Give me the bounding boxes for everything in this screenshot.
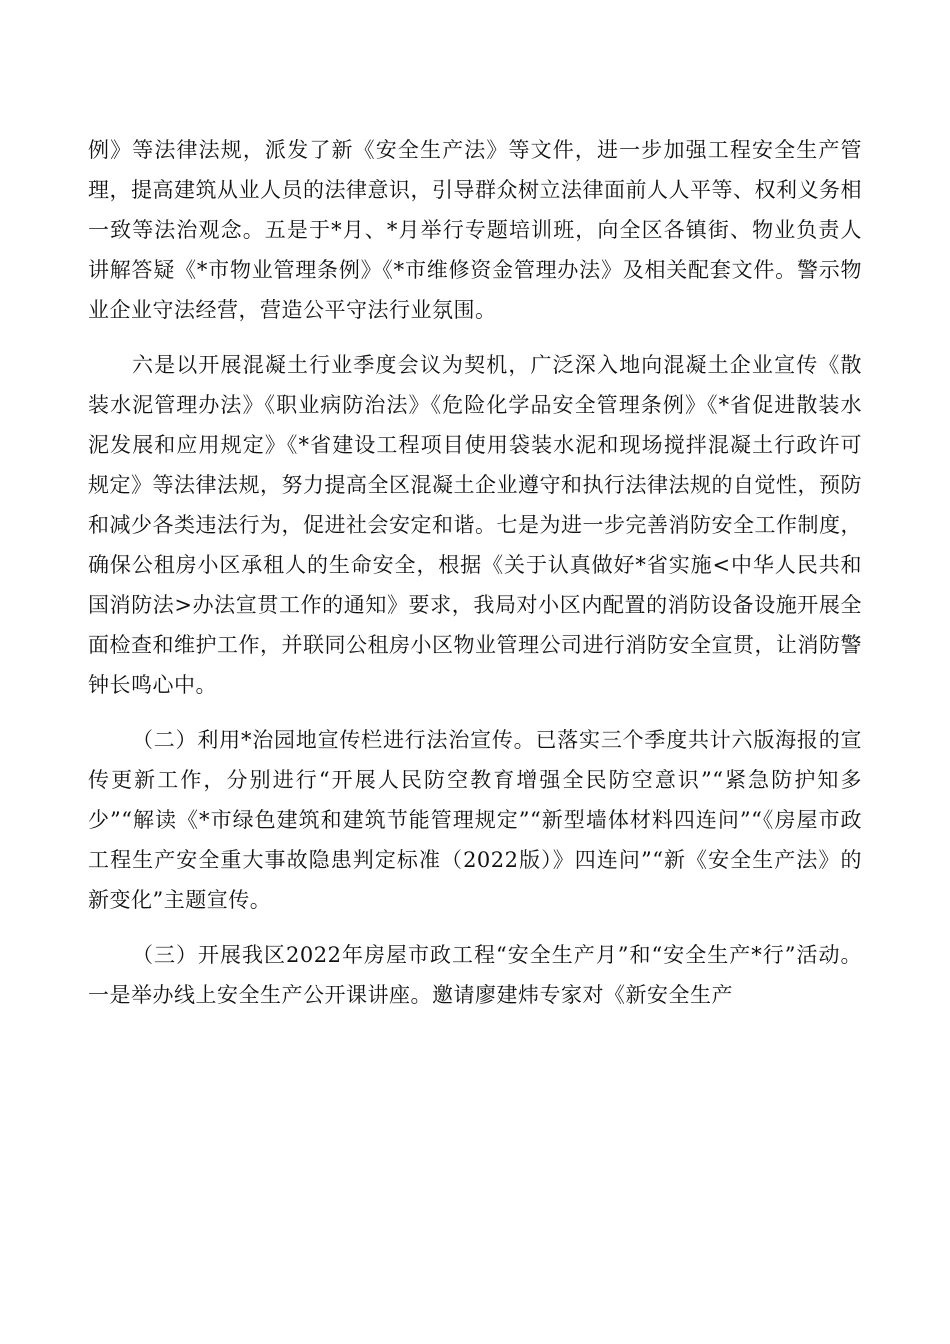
paragraph-item-six-seven: 六是以开展混凝土行业季度会议为契机，广泛深入地向混凝土企业宣传《散装水泥管理办法》《职业病防治法》《危险化学品安全管理条例》《*省促进散装水泥发展和应用规定》《*省建设工程项目使用袋装水泥和现场搅拌混凝土行政许可规定》等法律法规，努力提高全区混凝土企业遵守和执行法律法规的自觉性，预防和减少各类违法行为，促进社会安定和谐。七是为进一步完善消防安全工作制度，确保公租房小区承租人的生命安全，根据《关于认真做好*省实施<中华人民共和国消防法>办法宣贯工作的通知》要求，我局对小区内配置的消防设备设施开展全面检查和维护工作，并联同公租房小区物业管理公司进行消防安全宣贯，让消防警钟长鸣心中。 xyxy=(88,353,862,697)
paragraph-section-three: （三）开展我区2022年房屋市政工程“安全生产月”和“安全生产*行”活动。一是举办线上安全生产公开课讲座。邀请廖建炜专家对《新安全生产 xyxy=(88,943,862,1007)
paragraph-section-two: （二）利用*治园地宣传栏进行法治宣传。已落实三个季度共计六版海报的宣传更新工作，分别进行“开展人民防空教育增强全民防空意识”“紧急防护知多少”“解读《*市绿色建筑和建筑节能管理规定”“新型墙体材料四连问”“《房屋市政工程生产安全重大事故隐患判定标准（2022版）》四连问”“新《安全生产法》的新变化”主题宣传。 xyxy=(88,728,862,912)
paragraph-continuation: 例》等法律法规，派发了新《安全生产法》等文件，进一步加强工程安全生产管理，提高建筑从业人员的法律意识，引导群众树立法律面前人人平等、权利义务相一致等法治观念。五是于*月、*月举行专题培训班，向全区各镇街、物业负责人讲解答疑《*市物业管理条例》《*市维修资金管理办法》及相关配套文件。警示物业企业守法经营，营造公平守法行业氛围。 xyxy=(88,138,862,322)
document-body xyxy=(88,130,862,1030)
